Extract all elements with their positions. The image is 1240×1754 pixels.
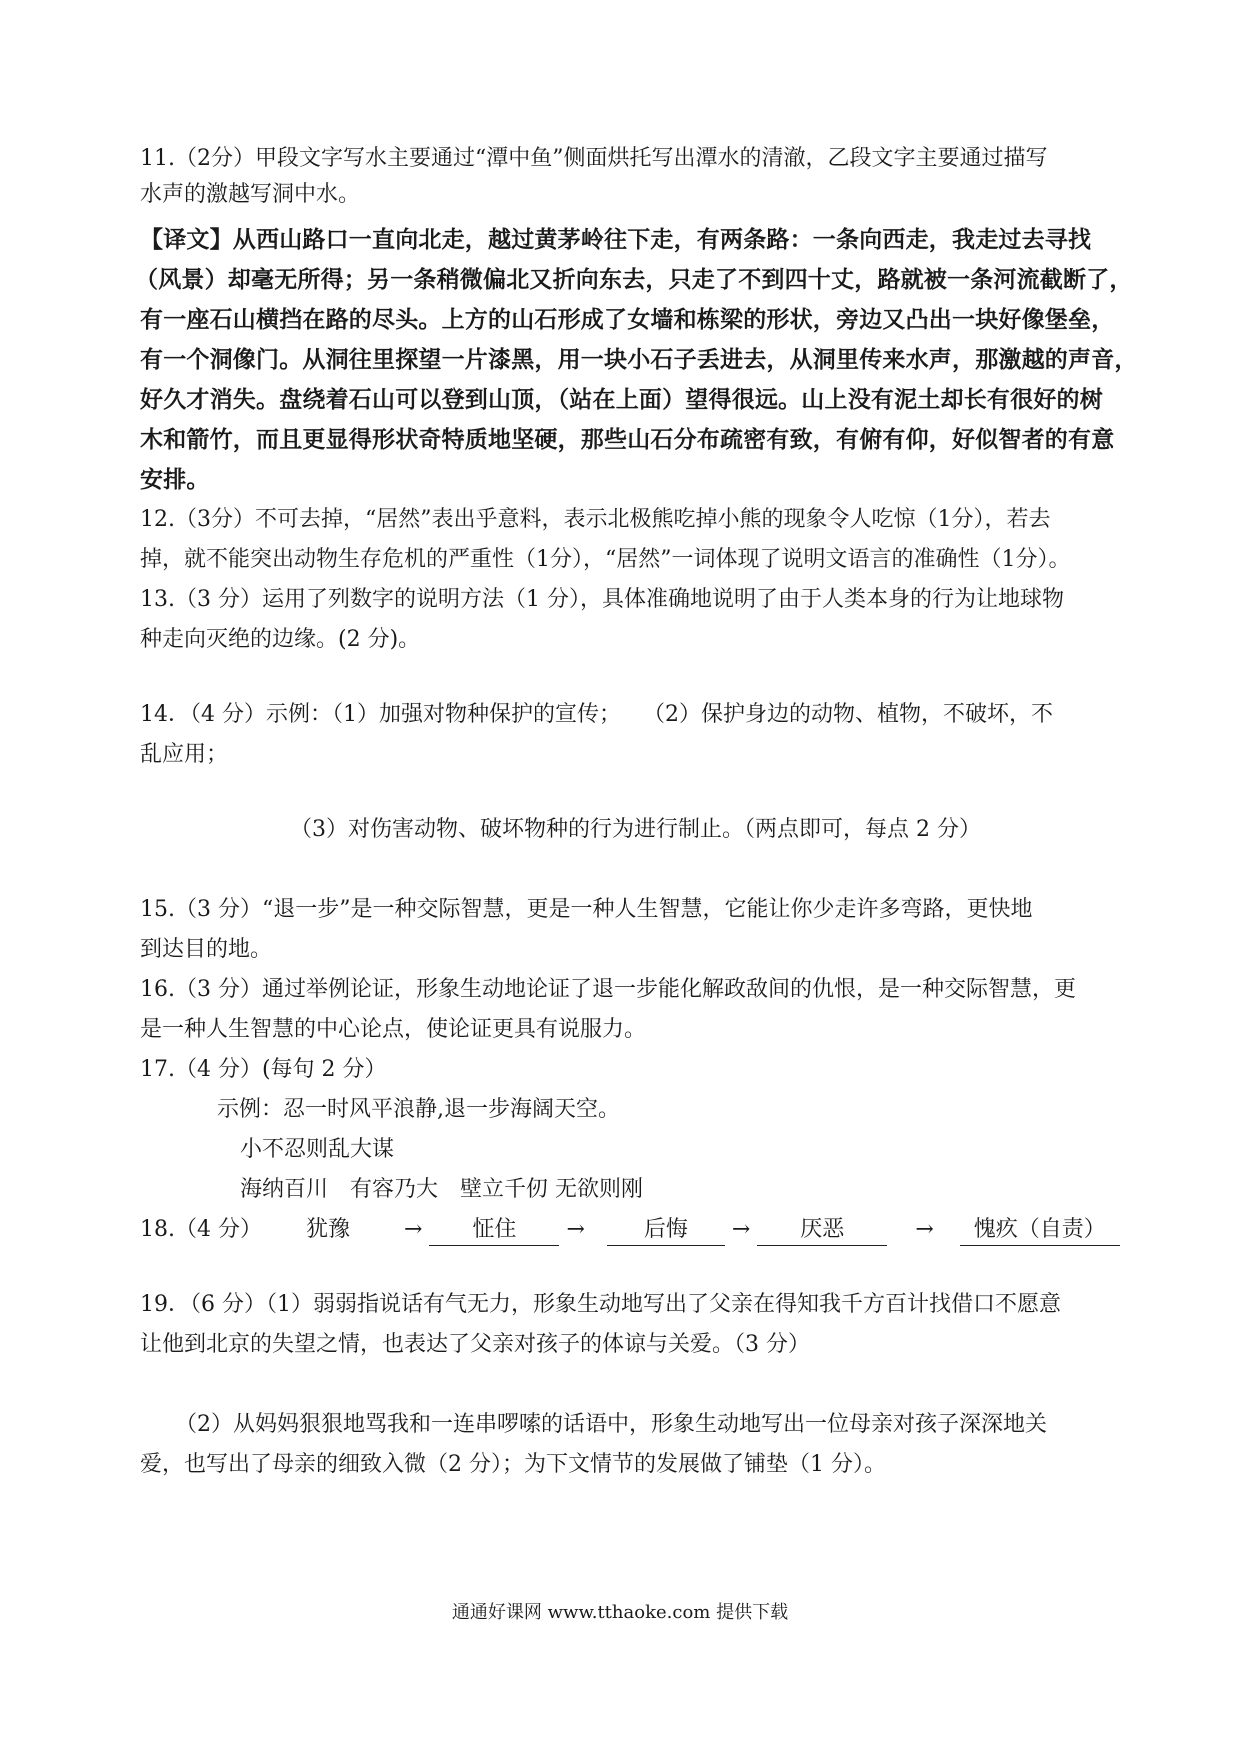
q19-line-1: 19．（6 分）（1）弱弱指说话有气无力，形象生动地写出了父亲在得知我千方百计找借口不愿意 — [140, 1292, 1061, 1317]
translation-line-4: 有一个洞像门。从洞往里探望一片漆黑，用一块小石子丢进去，从洞里传来水声，那激越的声音， — [140, 347, 1138, 373]
q13-line-1: 13.（3 分）运用了列数字的说明方法（1 分），具体准确地说明了由于人类本身的行为让地球物 — [140, 587, 1064, 612]
q16-line-1: 16.（3 分）通过举例论证，形象生动地论证了退一步能化解政敌间的仇恨，是一种交际智慧，更 — [140, 977, 1076, 1002]
q18-blank-2: 后悔 — [607, 1215, 725, 1246]
q14-line-3: （3）对伤害动物、破坏物种的行为进行制止。（两点即可，每点 2 分） — [290, 817, 981, 842]
footer-credit: 通通好课网 www.tthaoke.com 提供下载 — [451, 1602, 789, 1623]
translation-line-6: 木和箭竹，而且更显得形状奇特质地坚硬，那些山石分布疏密有致，有俯有仰，好似智者的有意 — [140, 427, 1115, 453]
q18-blank-1: 怔住 — [429, 1215, 559, 1246]
translation-line-7: 安排。 — [140, 467, 210, 493]
translation-line-5: 好久才消失。盘绕着石山可以登到山顶，（站在上面）望得很远。山上没有泥土却长有很好的树 — [140, 387, 1103, 413]
q11-line-1: 11.（2分）甲段文字写水主要通过“潭中鱼”侧面烘托写出潭水的清澈，乙段文字主要通过描写 — [140, 146, 1048, 171]
q18-row — [140, 1215, 1120, 1246]
q12-line-1: 12.（3分）不可去掉，“居然”表出乎意料，表示北极熊吃掉小熊的现象令人吃惊（1分），若去 — [140, 507, 1051, 532]
q17-line-3: 小不忍则乱大谋 — [240, 1137, 395, 1162]
translation-line-3: 有一座石山横挡在路的尽头。上方的山石形成了女墙和栋梁的形状，旁边又凸出一块好像堡垒， — [140, 307, 1115, 333]
q17-line-1: 17.（4 分）(每句 2 分） — [140, 1057, 387, 1082]
q19-line-4: 爱，也写出了母亲的细致入微（2 分）；为下文情节的发展做了铺垫（1 分）。 — [140, 1452, 886, 1477]
q18-start-word: 犹豫 — [305, 1217, 350, 1242]
q11-line-2: 水声的激越写洞中水。 — [140, 182, 361, 207]
q19-line-3: （2）从妈妈狠狠地骂我和一连串啰嗦的话语中，形象生动地写出一位母亲对孩子深深地关 — [175, 1412, 1048, 1437]
q18-arrow-4: → — [915, 1217, 934, 1242]
q15-line-2: 到达目的地。 — [140, 937, 273, 962]
q12-line-2: 掉，就不能突出动物生存危机的严重性（1分），“居然”一词体现了说明文语言的准确性（1分）。 — [140, 547, 1071, 572]
q17-line-2: 示例：忍一时风平浪静,退一步海阔天空。 — [217, 1097, 620, 1122]
q14-line-2: 乱应用； — [140, 742, 229, 767]
translation-line-2: （风景）却毫无所得；另一条稍微偏北又折向东去，只走了不到四十丈，路就被一条河流截断了， — [135, 267, 1133, 293]
q13-line-2: 种走向灭绝的边缘。(2 分)。 — [140, 627, 421, 652]
q18-arrow-2: → — [566, 1217, 585, 1242]
translation-line-1: 【译文】从西山路口一直向北走，越过黄茅岭往下走，有两条路：一条向西走，我走过去寻找 — [140, 227, 1092, 253]
q14-line-1: 14．（4 分）示例：（1）加强对物种保护的宣传； （2）保护身边的动物、植物，不破坏，不 — [140, 702, 1053, 727]
q18-blank-3: 厌恶 — [757, 1215, 887, 1246]
q18-arrow-1: → — [404, 1217, 423, 1242]
q15-line-1: 15.（3 分）“退一步”是一种交际智慧，更是一种人生智慧，它能让你少走许多弯路，更快地 — [140, 897, 1033, 922]
q18-blank-4: 愧疚（自责） — [960, 1215, 1120, 1246]
q18-label: 18.（4 分） — [140, 1217, 262, 1242]
q16-line-2: 是一种人生智慧的中心论点，使论证更具有说服力。 — [140, 1017, 647, 1042]
q17-line-4: 海纳百川 有容乃大 壁立千仞 无欲则刚 — [240, 1177, 643, 1202]
q18-arrow-3: → — [731, 1217, 751, 1242]
q19-line-2: 让他到北京的失望之情，也表达了父亲对孩子的体谅与关爱。（3 分） — [140, 1332, 810, 1357]
